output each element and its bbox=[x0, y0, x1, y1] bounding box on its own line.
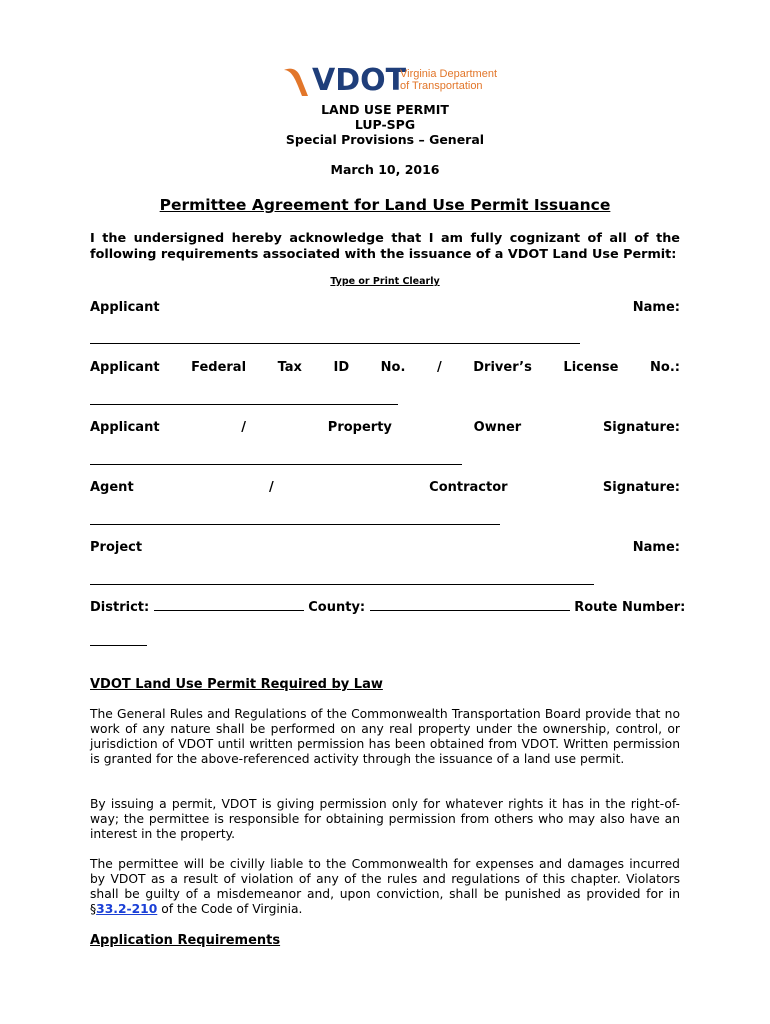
document-date: March 10, 2016 bbox=[330, 162, 440, 177]
location-row: District: County: Route Number: bbox=[90, 600, 686, 615]
intro-paragraph: I the undersigned hereby acknowledge that I am fully cognizant of all of the following requirements associated with the issuance of a VDOT Land Use Permit: bbox=[90, 231, 680, 262]
code-link[interactable]: 33.2-210 bbox=[96, 902, 158, 916]
route-number-field[interactable] bbox=[90, 645, 147, 646]
applicant-id-label: Applicant Federal Tax ID No. / Driver’s License No.: bbox=[90, 360, 680, 375]
project-name-label: Project Name: bbox=[90, 540, 680, 555]
header-line-1: LAND USE PERMIT bbox=[321, 102, 449, 117]
page-title: Permittee Agreement for Land Use Permit Issuance bbox=[159, 196, 611, 214]
agent-signature-label: Agent / Contractor Signature: bbox=[90, 480, 680, 495]
county-field[interactable] bbox=[370, 600, 570, 611]
paragraph-rules: The General Rules and Regulations of the Commonwealth Transportation Board provide that no work of any nature shall be performed on any real property under the ownership, control, or jurisdiction of VDOT until written permission has been obtained from VDOT. Written permission is granted for the above-referenced activity through the issuance of a land use permit. bbox=[90, 707, 680, 766]
paragraph-liability: The permittee will be civilly liable to the Commonwealth for expenses and damages incurred by VDOT as a result of violation of any of the rules and regulations of this chapter. Violators shall be guilty of a misdemeanor and, upon conviction, shall be punished as provided for in §33.2-210 of the Code of Virginia. bbox=[90, 857, 680, 916]
section-heading-application-requirements: Application Requirements bbox=[90, 933, 281, 948]
header-line-2: LUP-SPG bbox=[354, 117, 416, 132]
applicant-name-field[interactable] bbox=[90, 343, 580, 344]
section-heading-permit-required: VDOT Land Use Permit Required by Law bbox=[90, 677, 383, 692]
project-name-field[interactable] bbox=[90, 584, 594, 585]
paragraph-rights: By issuing a permit, VDOT is giving permission only for whatever rights it has in the right-of-way; the permittee is responsible for obtaining permission from others who may also have an interest in the property. bbox=[90, 797, 680, 841]
owner-signature-field[interactable] bbox=[90, 464, 462, 465]
agent-signature-field[interactable] bbox=[90, 524, 500, 525]
district-field[interactable] bbox=[154, 600, 304, 611]
agency-name: Virginia Department of Transportation bbox=[400, 68, 498, 92]
applicant-name-label: Applicant Name: bbox=[90, 300, 680, 315]
applicant-id-field[interactable] bbox=[90, 404, 398, 405]
type-print-note: Type or Print Clearly bbox=[330, 276, 440, 287]
vdot-logo bbox=[282, 63, 502, 98]
header-line-3: Special Provisions – General bbox=[285, 132, 485, 147]
owner-signature-label: Applicant / Property Owner Signature: bbox=[90, 420, 680, 435]
vdot-wordmark: VDOT bbox=[312, 63, 407, 98]
